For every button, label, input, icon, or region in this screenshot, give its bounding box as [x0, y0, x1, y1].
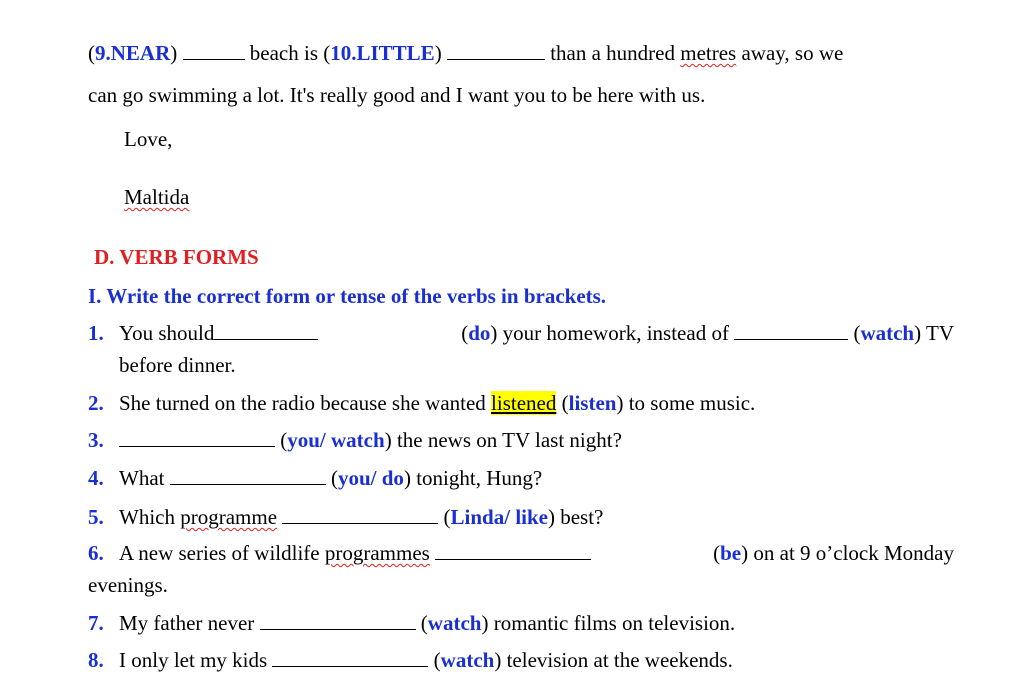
- question-1-continuation: before dinner.: [119, 353, 236, 377]
- letter-line-1: [88, 40, 843, 66]
- question-number: 1.: [88, 321, 104, 345]
- question-text: Which: [119, 505, 181, 529]
- word-metres: metres: [680, 41, 737, 65]
- answer-blank[interactable]: [272, 648, 428, 667]
- question-6-continuation: evenings.: [88, 573, 168, 597]
- text-away: away, so we: [736, 41, 844, 65]
- verb-prompt: watch: [440, 648, 495, 672]
- verb-prompt: watch: [860, 321, 915, 345]
- question-text: A new series of wildlife: [119, 541, 325, 565]
- question-number: 6.: [88, 541, 104, 565]
- answer-blank-10[interactable]: [447, 41, 545, 60]
- answer-blank-9[interactable]: [183, 41, 245, 60]
- verb-prompt: watch: [427, 611, 482, 635]
- question-2: 2. She turned on the radio because she wanted listened (listen) to some music.: [88, 391, 756, 415]
- verb-prompt: listen: [568, 391, 617, 415]
- letter-closing: Love,: [124, 127, 173, 151]
- question-text: your homework, instead of: [497, 321, 735, 345]
- answer-blank[interactable]: [119, 428, 275, 447]
- prompt-little: 10.LITTLE: [330, 41, 435, 65]
- question-text: TV: [921, 321, 954, 345]
- question-number: 2.: [88, 391, 104, 415]
- answer-blank[interactable]: [214, 321, 318, 340]
- answer-blank[interactable]: [282, 505, 438, 524]
- question-1: 1. You should (do) your homework, instead of (watch) TV: [88, 321, 954, 345]
- instruction-heading: I. Write the correct form or tense of the verbs in brackets.: [88, 284, 607, 308]
- verb-prompt: you/ watch: [287, 428, 385, 452]
- prompt-near: 9.NEAR: [95, 41, 171, 65]
- question-number: 8.: [88, 648, 104, 672]
- answer-blank[interactable]: [170, 466, 326, 485]
- question-text: on at 9 o’clock Monday: [748, 541, 954, 565]
- paren: ): [434, 41, 442, 65]
- answer-blank[interactable]: [435, 541, 591, 560]
- question-text: to some music.: [623, 391, 756, 415]
- highlighted-answer[interactable]: listened: [491, 391, 557, 415]
- question-text: My father never: [119, 611, 260, 635]
- question-text: You should: [119, 321, 215, 345]
- text-than: than a hundred: [544, 41, 681, 65]
- section-title: D. VERB FORMS: [94, 245, 259, 269]
- question-number: 3.: [88, 428, 104, 452]
- question-text: best?: [554, 505, 604, 529]
- signature-name: Maltida: [124, 185, 190, 209]
- answer-blank[interactable]: [260, 611, 416, 630]
- question-number: 7.: [88, 611, 104, 635]
- paren: ): [170, 41, 178, 65]
- verb-prompt: you/ do: [337, 466, 404, 490]
- question-text: the news on TV last night?: [391, 428, 622, 452]
- question-7: 7. My father never (watch) romantic films on television.: [88, 611, 736, 635]
- paren: (: [88, 41, 95, 65]
- word-programmes: programmes: [324, 541, 430, 565]
- question-text: television at the weekends.: [501, 648, 733, 672]
- question-number: 5.: [88, 505, 104, 529]
- letter-line-2: can go swimming a lot. It's really good and I want you to be here with us.: [88, 83, 706, 107]
- verb-prompt: be: [720, 541, 742, 565]
- word-programme: programme: [180, 505, 278, 529]
- question-text: romantic films on television.: [488, 611, 736, 635]
- question-8: 8. I only let my kids (watch) television at the weekends.: [88, 648, 733, 672]
- verb-prompt: Linda/ like: [450, 505, 548, 529]
- question-5: 5. Which programme (Linda/ like) best?: [88, 505, 604, 529]
- question-6: 6. A new series of wildlife programmes (be) on at 9 o’clock Monday: [88, 541, 954, 565]
- question-text: I only let my kids: [119, 648, 273, 672]
- question-text: What: [119, 466, 170, 490]
- question-3: 3. (you/ watch) the news on TV last night?: [88, 428, 622, 452]
- text-beach: beach is (: [244, 41, 331, 65]
- question-text: She turned on the radio because she wanted: [119, 391, 492, 415]
- question-4: 4. What (you/ do) tonight, Hung?: [88, 466, 543, 490]
- answer-blank[interactable]: [734, 321, 848, 340]
- letter-signature: [124, 184, 189, 210]
- question-text: tonight, Hung?: [410, 466, 543, 490]
- question-number: 4.: [88, 466, 104, 490]
- verb-prompt: do: [468, 321, 491, 345]
